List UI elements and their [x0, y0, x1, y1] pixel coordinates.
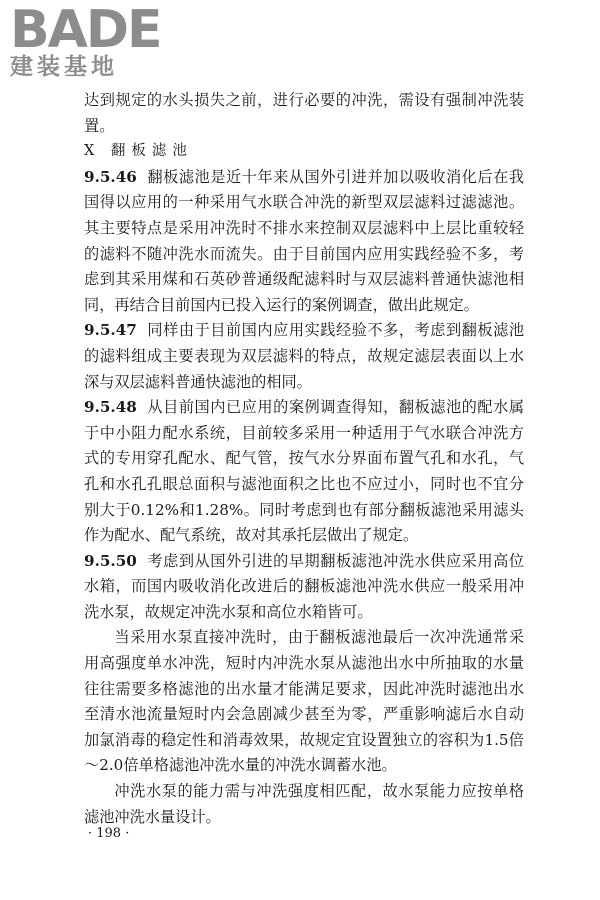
section-title: X 翻板滤池 — [84, 143, 193, 160]
clause-text: 考虑到从国外引进的早期翻板滤池冲洗水供应采用高位水箱，而国内吸收消化改进后的翻板滤池冲洗水供应一般采用冲洗水泵，故规定冲洗水泵和高位水箱皆可。 — [84, 551, 524, 621]
logo-wordmark: BADE — [10, 0, 161, 60]
clause-number: 9.5.48 — [84, 398, 137, 417]
page-number: · 198 · — [88, 826, 130, 841]
body-paragraph: 冲洗水泵的能力需与冲洗强度相匹配，故水泵能力应按单格滤池冲洗水量设计。 — [84, 782, 524, 826]
continuation-paragraph: 达到规定的水头损失之前，进行必要的冲洗，需设有强制冲洗装置。 — [84, 91, 524, 135]
clause-number: 9.5.46 — [84, 167, 137, 186]
clause-9-5-48 — [84, 395, 524, 549]
document-body — [84, 88, 524, 830]
clause-text: 翻板滤池是近十年来从国外引进并加以吸收消化后在我国得以应用的一种采用气水联合冲洗的新型双层滤料过滤滤池。其主要特点是采用冲洗时不排水来控制双层滤料中上层比重较轻的滤料不随冲洗水而流失。由于目前国内应用实践经验不多，考虑到其采用煤和石英砂普通级配滤料时与双层滤料普通快滤池相同，再结合目前国内已投入运行的案例调查，做出此规定。 — [84, 167, 524, 314]
clause-number: 9.5.47 — [84, 321, 137, 340]
clause-9-5-47 — [84, 318, 524, 395]
logo — [10, 0, 180, 80]
clause-text: 从目前国内已应用的案例调查得知，翻板滤池的配水属于中小阻力配水系统，目前较多采用一种适用于气水联合冲洗方式的专用穿孔配水、配气管，按气水分界面布置气孔和水孔，气孔和水孔孔眼总面积与滤池面积之比也不应过小，同时也不宜分别大于0.12%和1.28%。同时考虑到也有部分翻板滤池采用滤头作为配水、配气系统，故对其承托层做出了规定。 — [84, 398, 524, 545]
clause-9-5-46 — [84, 165, 524, 319]
body-paragraph: 当采用水泵直接冲洗时，由于翻板滤池最后一次冲洗通常采用高强度单水冲洗，短时内冲洗水泵从滤池出水中所抽取的水量往往需要多格滤池的出水量才能满足要求，因此冲洗时滤池出水至清水池流量短时内会急剧减少甚至为零，严重影响滤后水自动加氯消毒的稳定性和消毒效果，故规定宜设置独立的容积为1.5倍～2.0倍单格滤池冲洗水量的冲洗水调蓄水池。 — [84, 628, 524, 775]
clause-9-5-50 — [84, 549, 524, 626]
clause-number: 9.5.50 — [84, 551, 137, 570]
logo-subtitle: 建装基地 — [10, 54, 118, 80]
clause-text: 同样由于目前国内应用实践经验不多，考虑到翻板滤池的滤料组成主要表现为双层滤料的特点，故规定滤层表面以上水深与双层滤料普通快滤池的相同。 — [84, 321, 524, 391]
